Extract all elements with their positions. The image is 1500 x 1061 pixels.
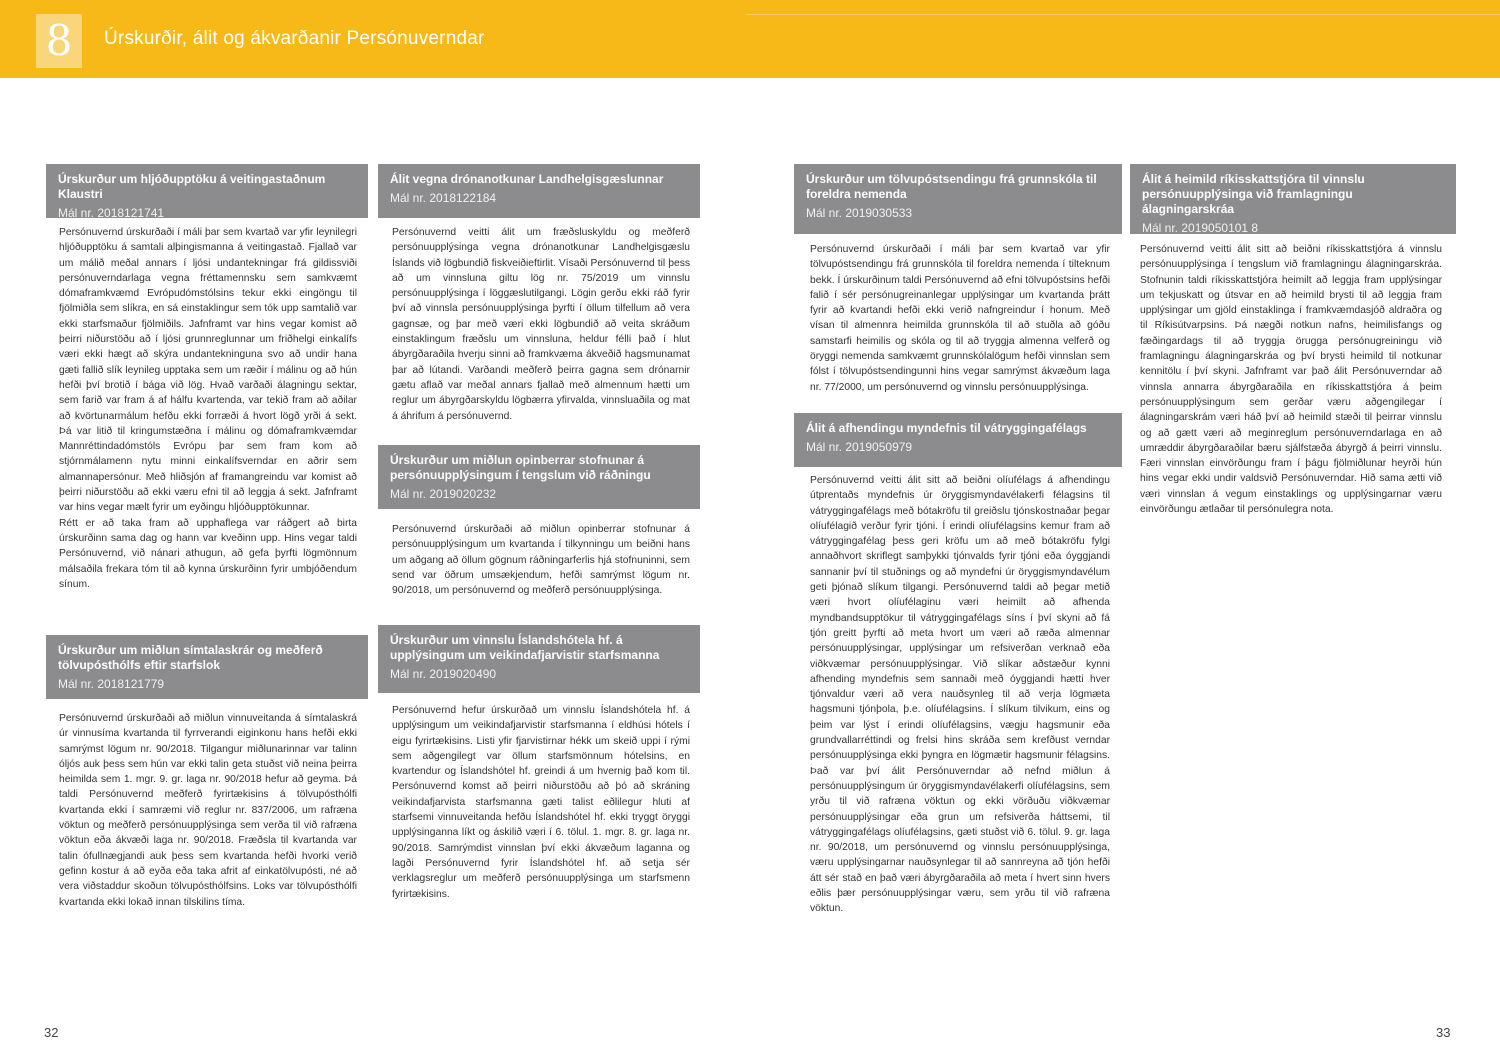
article-body-tax-registry [1140,242,1442,517]
paragraph: Persónuvernd veitti álit sitt að beiðni olíufélags á afhendingu útprentaðs myndefnis úr öryggismyndavélakerfi félagsins til vátryggingafélags með bótakröfu til greiðslu tjónskostnaðar þegar olíufélagið verður fyrir tjóni. Í erindi olíufélagsins kemur fram að vátryggingafélag þess geri kröfu um að með bótakröfu fylgi annaðhvort skriflegt samþykki tjónvalds fyrir tjóni eða óyggjandi sannanir því til stuðnings og að myndefni úr öryggismyndavélum geti þjónað slíkum tilgangi. Persónuvernd taldi að þegar metið væri hvort olíufélaginu væri heimilt að afhenda myndbandsupptökur til vátryggingafélags síns í því skyni að fá tjón greitt þyrfti að meta hvort um væri að ræða almennar persónuupplýsingar, upplýsingar um refsiverðan verknað eða viðkvæmar persónuupplýsingar. Við slíkar aðstæður kynni afhending myndefnis sem sannaði með óyggjandi hætti hver tjónvaldur væri að vera nauðsynleg til að verja lögmæta hagsmuni tjónþola, þ.e. olíufélagsins. Í slíkum tilvikum, eins og þeim var lýst í erindi olíufélagsins, vægju hagsmunir eða grundvallarréttindi og frelsi hins skráða sem krefðust verndar persónuupplýsinga ekki þyngra en lögmætir hagsmunir félagsins. Það var því álit Persónuverndar að nefnd miðlun á persónuupplýsingum úr öryggismyndavélakerfi olíufélagsins, sem yrðu til við rafræna vöktun og ekki vörðuðu viðkvæmar persónuupplýsingar eða grun um refsiverða háttsemi, til vátryggingafélags olíufélagsins, gæti stuðst við 6. tölul. 9. gr. laga nr. 90/2018, um persónuvernd og vinnslu persónuupplýsinga, væru upplýsingarnar nauðsynlegar til að sannreyna að tjón hefði átt sér stað en það væri ábyrgðaraðila að meta í hvert sinn hvers eðlis þær persónuupplýsingar væru, sem yrðu til við rafræna vöktun. [810,475,1110,915]
paragraph: Persónuvernd veitti álit um fræðsluskyldu og meðferð persónuupplýsinga vegna drónanotkunar Landhelgisgæslu Íslands við lögbundið fiskveiðieftirlit. Vísaði Persónuvernd til þess að um vinnsluna giltu lög nr. 75/2019 um vinnslu persónuupplýsinga í löggæslutilgangi. Lögin gerðu ekki ráð fyrir því að vinnsla persónuupplýsinga þyrfti í öllum tilfellum að vera gagnsæ, og þar með væri ekki lögbundið að veita skráðum einstaklingum fræðslu um vinnsluna, heldur félli það í hlut ábyrgðaraðila hverju sinni að framkvæma ákveðið hagsmunamat þar að lútandi. Varðandi meðferð þeirra gagna sem drónarnir gætu aflað var meðal annars fjallað með almennum hætti um reglur um ábyrgðarskyldu lögbærra yfirvalda, vinnsluaðila og mat á áhrifum á persónuvernd. [392,227,690,422]
article-title: Álit vegna drónanotkunar Landhelgisgæslunnar [390,172,664,186]
case-number: Mál nr. 2018121779 [58,677,165,691]
article-title: Úrskurður um hljóðupptöku á veitingastaðnum Klaustri [58,172,326,201]
article-title: Álit á afhendingu myndefnis til vátryggingafélags [806,421,1087,435]
case-number: Mál nr. 2019050979 [806,440,913,454]
article-body-public-agency [392,522,690,598]
article-header-insurance-footage [794,413,1122,467]
article-body-call-log [59,711,357,910]
case-number: Mál nr. 2018121741 [58,206,165,220]
chapter-number: 8 [36,14,82,68]
paragraph: Persónuvernd veitti álit sitt að beiðni ríkisskattstjóra á vinnslu persónuupplýsinga í tengslum við framlagningu álagningarskráa. Stofnunin taldi ríkisskattstjóra heimilt að leggja fram upplýsingar um tekjuskatt og útsvar en að heimild brysti til að leggja fram upplýsingar um gjöld einstaklinga í framkvæmdasjóð aldraðra og til Ríkisútvarpsins. Þá nægði notkun nafns, heimilisfangs og fæðingardags til að tryggja örugga persónugreiningu við framlagningu álagningarskráa og því brysti heimild til notkunar kennitölu í því skyni. Jafnframt var það álit Persónuverndar að vinnsla annarra ábyrgðaraðila en ríkisskattstjóra á þeim persónuupplýsingum sem gerðar væru aðgengilegar í álagningarskrám væri háð því að heimild stæði til þeirrar vinnslu og að gætt væri að meginreglum persónuverndarlaga en að umræddir ábyrgðaraðilar bæru sjálfstæða ábyrgð á þeirri vinnslu. Færi vinnslan einvörðungu fram í þágu fjölmiðlunar heyrði hún hins vegar ekki undir valdsvið Persónuverndar. Hið sama ætti við væri vinnslan á vegum einstaklings og upplýsingarnar væru einvörðungu ætlaðar til persónulegra nota. [1140,244,1442,516]
paragraph: Persónuvernd hefur úrskurðað um vinnslu Íslandshótela hf. á upplýsingum um veikindafjarvistir starfsmanna í eldhúsi hótels í eigu fyrirtækisins. Listi yfir fjarvistirnar hékk um skeið uppi í rými sem aðgengilegt var öllum starfsmönnum hótelsins, en kvartendur og Íslandshótel hf. greindi á um hvernig það kom til. Persónuvernd komst að þeirri niðurstöðu að þó að skráning veikindafjarvista starfsmanna gæti talist eðlilegur hluti af starfsemi vinnuveitanda hefðu Íslandshótel hf. ekki tryggt öryggi upplýsinganna líkt og áskilið væri í 6. tölul. 1. mgr. 8. gr. laga nr. 90/2018. Samrýmdist vinnslan því ekki ákvæðum laganna og lagði Persónuvernd fyrir Íslandshótel hf. að setja sér verklagsreglur um meðferð persónuupplýsinga um starfsmenn fyrirtækisins. [392,705,690,900]
article-header-public-agency [378,445,700,509]
article-body-klaustur [59,225,357,592]
case-number: Mál nr. 2019030533 [806,206,913,220]
case-number: Mál nr. 2019020232 [390,487,497,501]
article-body-hotels [392,703,690,902]
article-body-drones [392,225,690,424]
article-title: Úrskurður um miðlun símtalaskrár og meðferð tölvupósthólfs eftir starfslok [58,643,323,672]
paragraph: Persónuvernd úrskurðaði í máli þar sem kvartað var yfir leynilegri hljóðupptöku á samtali alþingismanna á veitingastað. Fjallað var um málið meðal annars í ljósi undantekningar frá gildissviði persónuverndarlaga vegna fréttamennsku sem samkvæmt dómaframkvæmd Evrópudómstólsins tekur ekki eingöngu til fjölmiðla sem slíkra, en sá einstaklingur sem tók upp samtalið var ekki starfsmaður fjölmiðils. Jafnframt var hins vegar komist að þeirri niðurstöðu að í ljósi grunnreglunnar um friðhelgi einkalífs væri ekki hægt að skýra undantekninguna svo að undir hana gæti fallið slík leynileg upptaka sem um ræðir í málinu og að hún hefði því brotið í bága við lög. Hvað varðaði álagningu sektar, sem farið var fram á af hálfu kvartenda, var tekið fram að aðilar að kvörtunarmálum hefðu ekki forræði á hvort lögð yrði á sekt. Þá var litið til kringumstæðna í málinu og dómaframkvæmdar Mannréttindadómstóls Evrópu þar sem fram kom að stjórnmálamenn nytu minni einkalífsverndar en aðrir sem almannapersónur. Með hliðsjón af framangreindu var komist að þeirri niðurstöðu að ekki væru efni til að leggja á sekt. Jafnframt var hins vegar mælt fyrir um eyðingu hljóðupptökunnar. [59,227,357,514]
case-number: Mál nr. 2019050101 8 [1142,221,1259,235]
article-title: Álit á heimild ríkisskattstjóra til vinnslu persónuupplýsinga við framlagningu álagningarskráa [1142,172,1365,216]
page-number-left: 32 [44,1025,59,1040]
article-title: Úrskurður um miðlun opinberrar stofnunar á persónuupplýsingum í tengslum við ráðningu [390,453,651,482]
header-rule [746,14,1500,15]
article-body-insurance-footage [810,473,1110,917]
paragraph: Persónuvernd úrskurðaði í máli þar sem kvartað var yfir tölvupóstsendingu frá grunnskóla til foreldra nemenda í tilteknum bekk. Í úrskurðinum taldi Persónuvernd að efni tölvupóstsins hefði falið í sér persónugreinanlegar upplýsingar um kvartanda þrátt fyrir að kvartandi hefði ekki verið nafngreindur í honum. Með vísan til almennra heimilda grunnskóla til að stuðla að góðu samstarfi heimilis og skóla og til að tryggja almenna velferð og öryggi nemenda samkvæmt grunnskólalögum hefði vinnslan sem fólst í tölvupóstsendingunni hins vegar samrýmst ákvæðum laga nr. 77/2000, um persónuvernd og vinnslu persónuupplýsinga. [810,244,1110,393]
article-header-drones [378,164,700,218]
paragraph: Persónuvernd úrskurðaði að miðlun vinnuveitanda á símtalaskrá úr vinnusíma kvartanda til fyrrverandi eiginkonu hans hefði ekki samrýmst lögum nr. 90/2018. Tilgangur miðlunarinnar var talinn óljós auk þess sem hún var ekki talin geta stuðst við neina þeirra heimilda sem 1. mgr. 9. gr. laga nr. 90/2018 hefur að geyma. Þá taldi Persónuvernd meðferð fyrirtækisins á tölvupósthólfi kvartanda ekki í samræmi við reglur nr. 837/2006, um rafræna vöktun og meðferð persónuupplýsinga sem verða til við rafræna vöktun eða ákvæði laga nr. 90/2018. Fræðsla til kvartanda var talin ófullnægjandi auk þess sem kvartanda hefði hvorki verið gefinn kostur á að eyða eða taka afrit af einkatölvupósti, né að vera viðstaddur skoðun tölvupósthólfsins. Loks var tölvupósthólfi kvartanda ekki lokað innan tilskilins tíma. [59,713,357,908]
paragraph: Rétt er að taka fram að upphaflega var ráðgert að birta úrskurðinn sama dag og hann var kveðinn upp. Hins vegar taldi Persónuvernd, við nánari athugun, að gefa þyrfti lögmönnum málsaðila frekara tóm til að kynna úrskurðinn fyrir umbjóðendum sínum. [59,517,357,590]
paragraph: Persónuvernd úrskurðaði að miðlun opinberrar stofnunar á persónuupplýsingum um kvartanda í tilkynningu um beiðni hans um aðgang að öllum gögnum ráðningarferlis hjá stofnuninni, sem send var öðrum umsækjendum, hefði samrýmst lögum nr. 90/2018, um persónuvernd og meðferð persónuupplýsinga. [392,524,690,597]
article-header-school-email [794,164,1122,234]
case-number: Mál nr. 2018122184 [390,191,497,205]
chapter-title: Úrskurðir, álit og ákvarðanir Persónuverndar [104,28,485,49]
article-header-call-log [46,635,368,699]
page-number-right: 33 [1436,1025,1451,1040]
case-number: Mál nr. 2019020490 [390,667,497,681]
article-title: Úrskurður um tölvupóstsendingu frá grunnskóla til foreldra nemenda [806,172,1097,201]
chapter-header [0,0,1500,78]
article-header-hotels [378,625,700,693]
article-title: Úrskurður um vinnslu Íslandshótela hf. á upplýsingum um veikindafjarvistir starfsmanna [390,633,660,662]
article-body-school-email [810,242,1110,395]
article-header-klaustur [46,164,368,218]
article-header-tax-registry [1130,164,1456,234]
